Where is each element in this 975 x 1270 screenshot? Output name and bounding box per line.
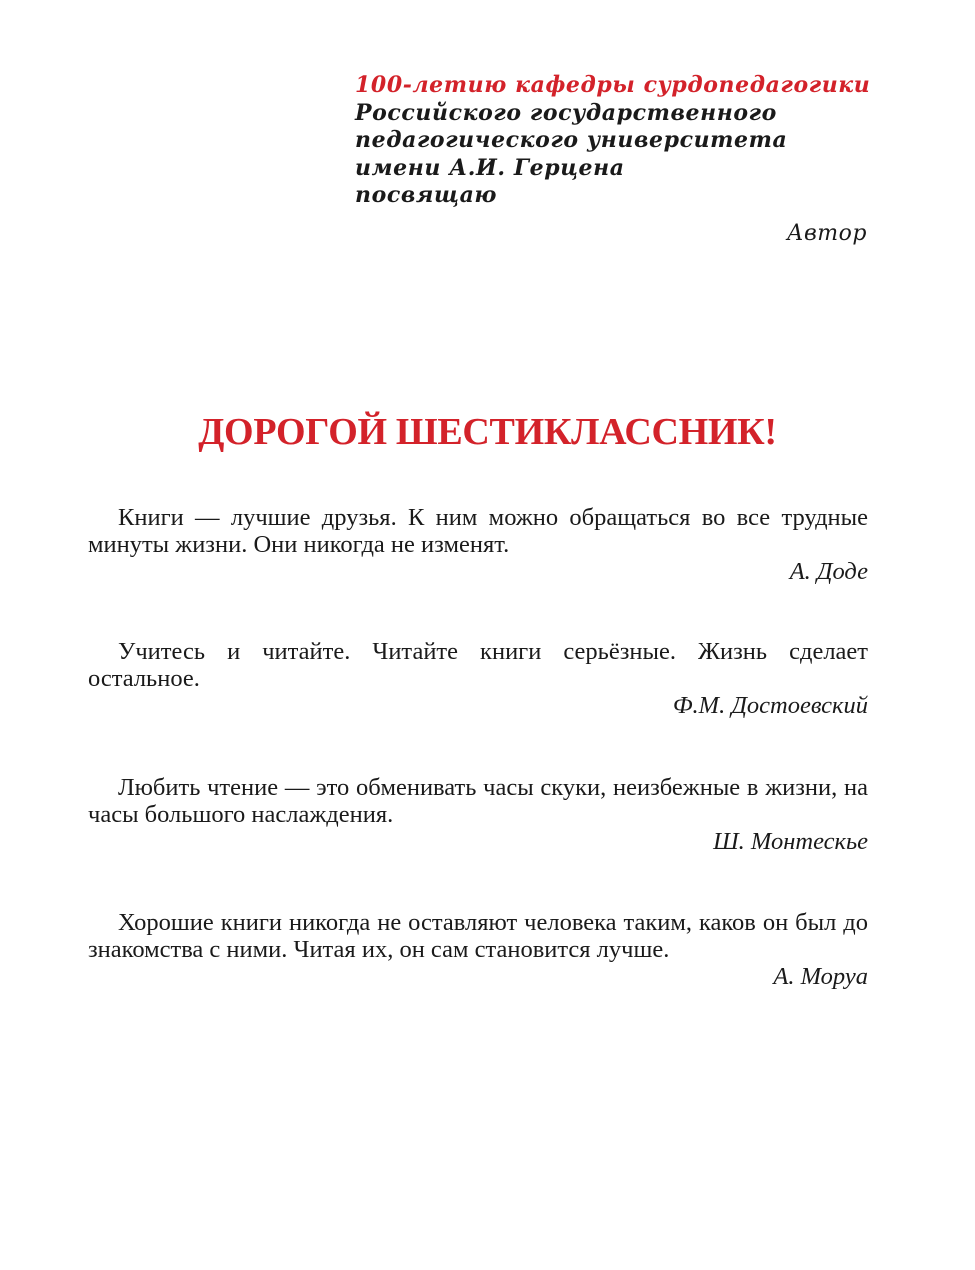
epigraph-4 <box>88 909 868 990</box>
dedication-line-3: педагогического университета <box>355 127 788 153</box>
dedication-line-5: посвящаю <box>355 182 498 208</box>
page-title: ДОРОГОЙ ШЕСТИКЛАССНИК! <box>198 411 777 453</box>
epigraph-quote: Книги — лучшие друзья. К ним можно обращаться во все трудные минуты жизни. Они никогда не изменят. <box>88 504 868 558</box>
epigraph-1 <box>88 504 868 585</box>
epigraph-quote: Учитесь и читайте. Читайте книги серьёзные. Жизнь сделает остальное. <box>88 638 868 692</box>
epigraph-author: А. Доде <box>789 558 868 585</box>
epigraph-quote: Хорошие книги никогда не оставляют человека таким, каков он был до знакомства с ними. Читая их, он сам становится лучше. <box>88 909 868 963</box>
dedication-signature: Автор <box>786 221 867 246</box>
epigraph-2 <box>88 638 868 719</box>
epigraph-3 <box>88 774 868 855</box>
epigraph-author: А. Моруа <box>773 963 868 990</box>
dedication-line-2: Российского государственного <box>355 99 777 126</box>
dedication-line-4: имени А.И. Герцена <box>355 154 625 181</box>
epigraph-author: Ф.М. Достоевский <box>672 692 868 719</box>
dedication-block <box>355 72 875 246</box>
epigraph-author: Ш. Монтескье <box>713 828 868 855</box>
epigraph-quote: Любить чтение — это обменивать часы скуки, неизбежные в жизни, на часы большого наслаждения. <box>88 774 868 828</box>
dedication-line-1: 100-летию кафедры сурдопедагогики <box>355 72 871 98</box>
